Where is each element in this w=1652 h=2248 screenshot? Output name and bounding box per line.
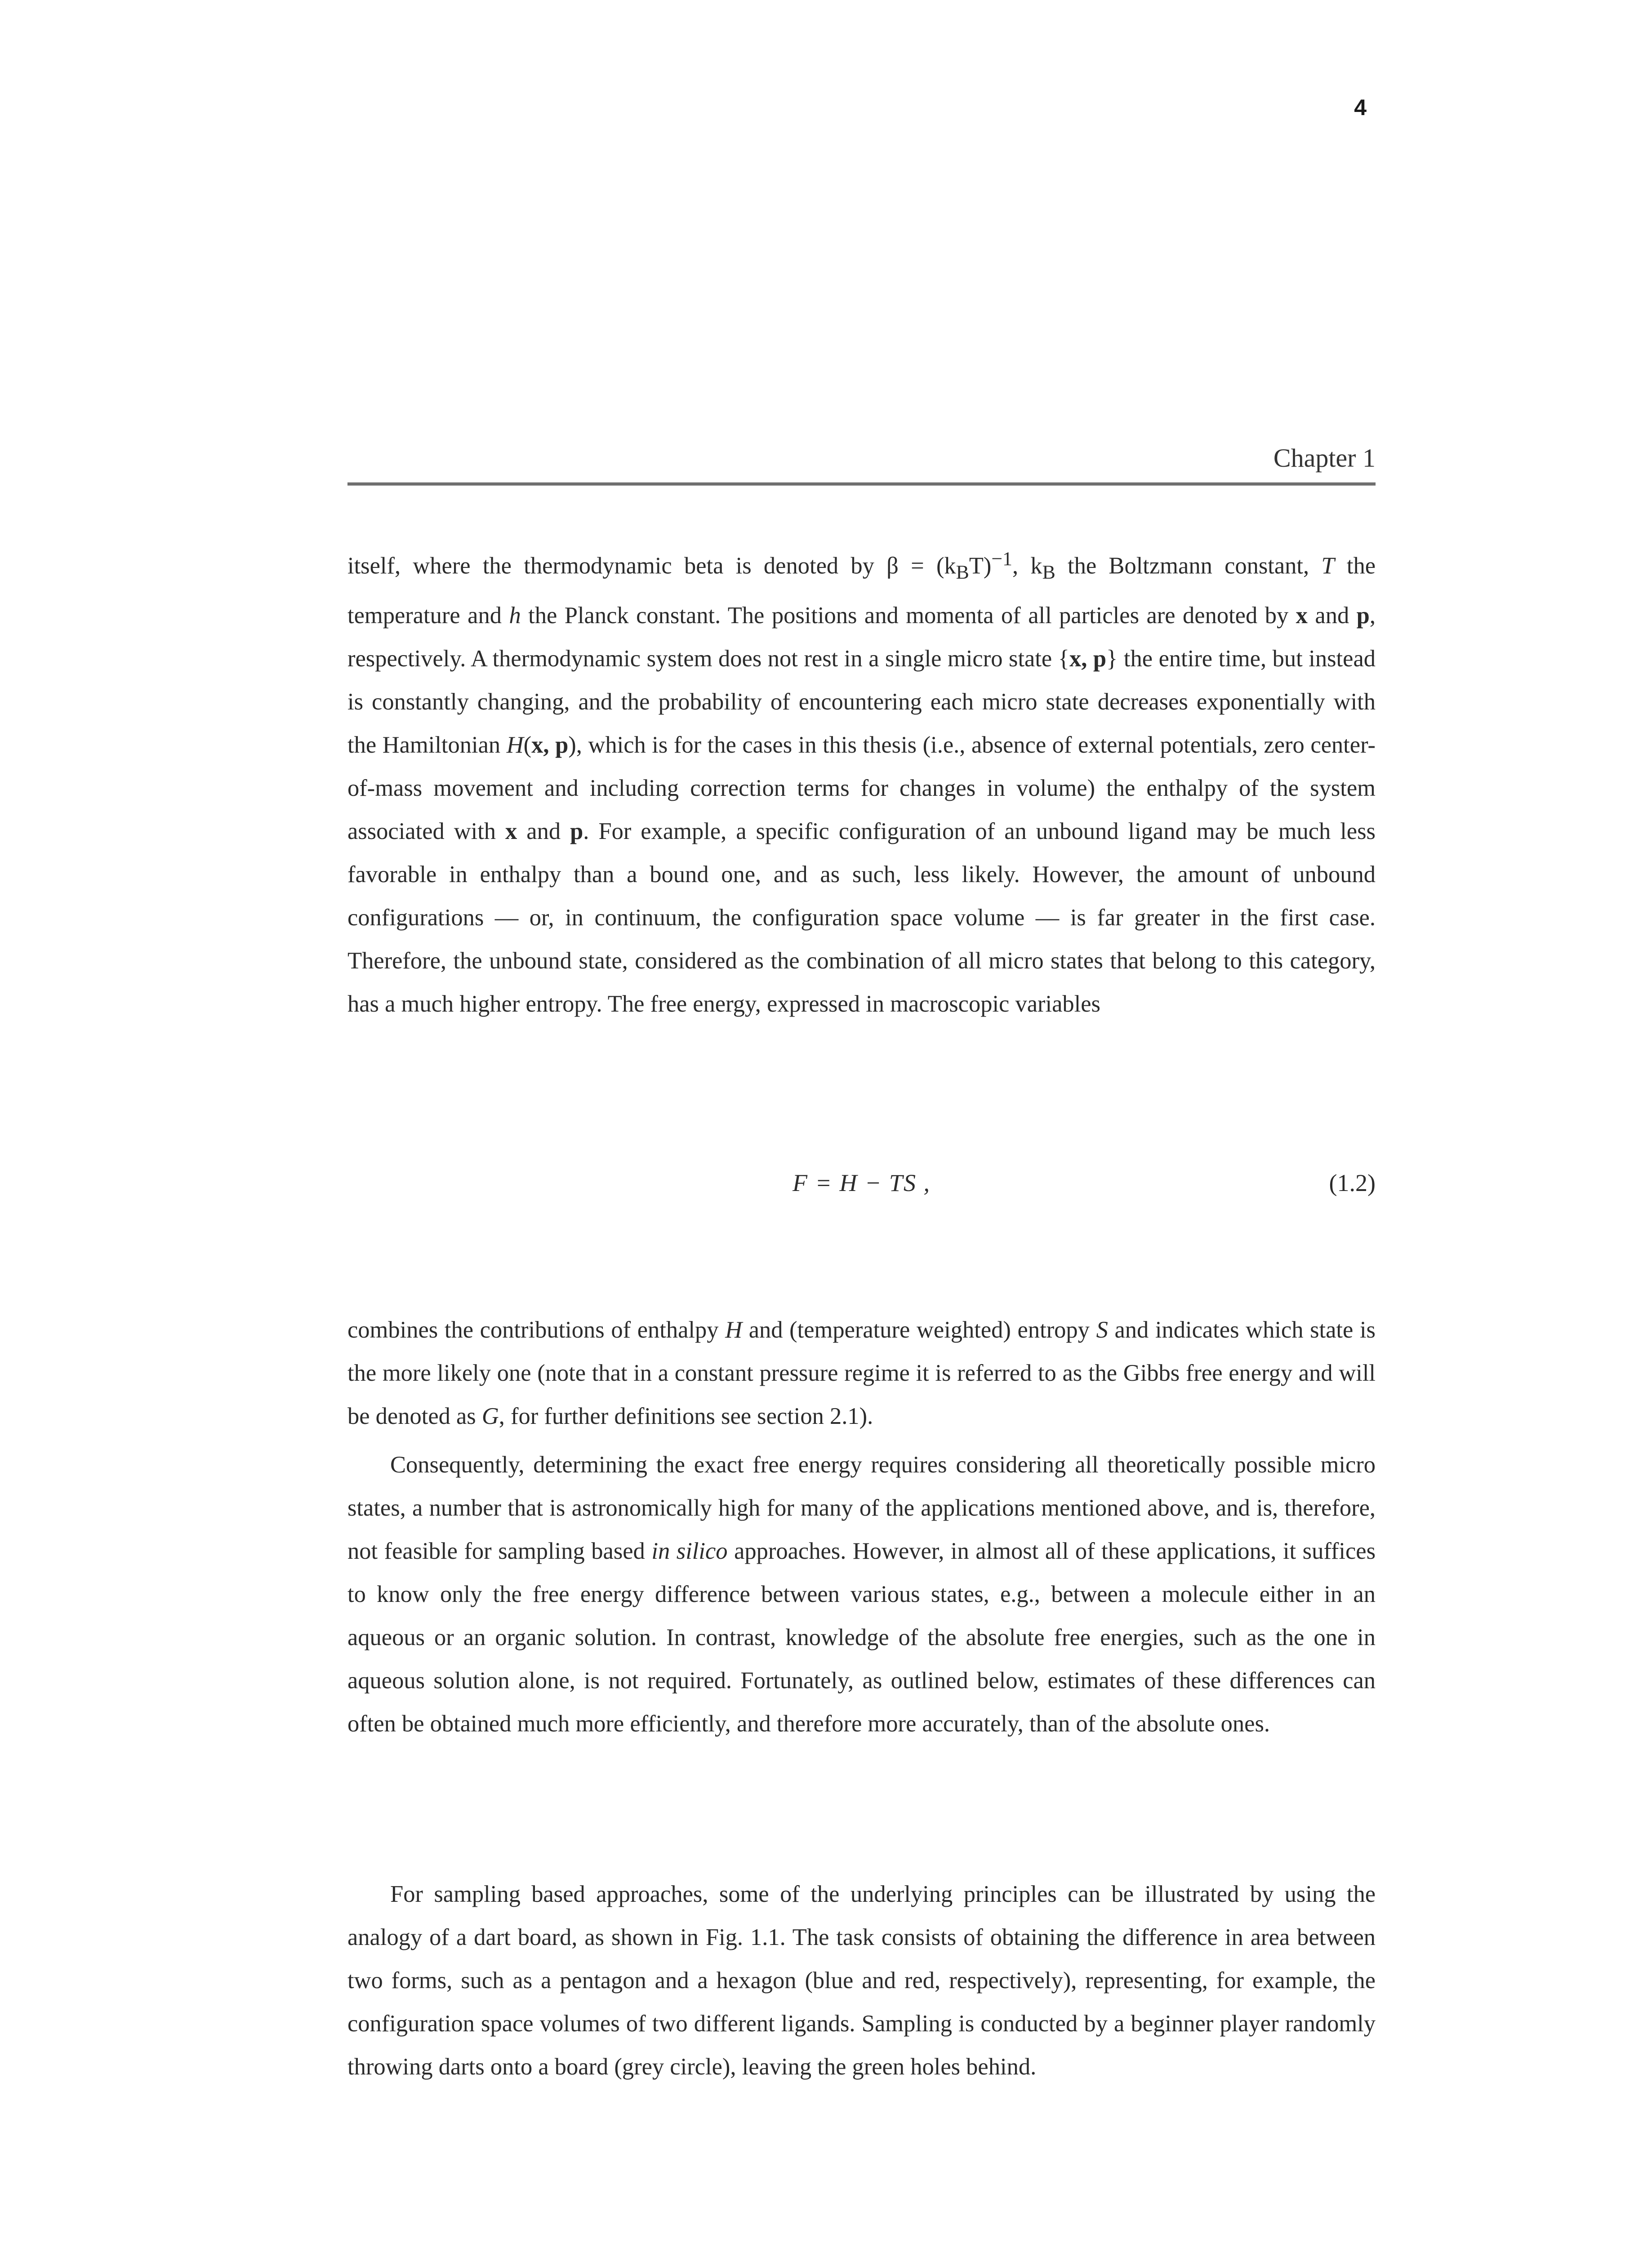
header-rule: [347, 482, 1376, 486]
equation-number: (1.2): [1329, 1169, 1376, 1196]
paragraph-2: combines the contributions of enthalpy H and (temperature weighted) entropy S and indicates which state is the more likely one (note that in a constant pressure regime it is referred to as the Gibbs free energy and will be denoted as G, for further definitions see section 2.1).: [347, 1317, 1376, 1429]
page-number: 4: [1354, 95, 1367, 120]
running-head: Chapter 1: [1273, 443, 1376, 473]
paragraph-4: For sampling based approaches, some of the underlying principles can be illustrated by using the analogy of a dart board, as shown in Fig. 1.1. The task consists of obtaining the difference in area between two forms, such as a pentagon and a hexagon (blue and red, respectively), representing, for example, the configuration space volumes of two different ligands. Sampling is conducted by a beginner player randomly throwing darts onto a board (grey circle), leaving the green holes behind.: [347, 1881, 1376, 2080]
paragraph-3: Consequently, determining the exact free energy requires considering all theoretically possible micro states, a number that is astronomically high for many of the applications mentioned above, and is, therefore, not feasible for sampling based in silico approaches. However, in almost all of these applications, it suffices to know only the free energy difference between various states, e.g., between a molecule either in an aqueous or an organic solution. In contrast, knowledge of the absolute free energies, such as the one in aqueous solution alone, is not required. Fortunately, as outlined below, estimates of these differences can often be obtained much more efficiently, and therefore more accurately, than of the absolute ones.: [347, 1452, 1376, 1737]
paragraph-1: itself, where the thermodynamic beta is denoted by $\beta = (k_BT)^{-1}$, $k_B$ the Boltzmann constant, T the temperature and h the Planck constant. The positions and momenta of all particles are denoted by x and p, respectively. A thermodynamic system does not rest in a single micro state {x, p} the entire time, but instead is constantly changing, and the probability of encountering each micro state decreases exponentially with the Hamiltonian H(x, p), which is for the cases in this thesis (i.e., absence of external potentials, zero center-of-mass movement and including correction terms for changes in volume) the enthalpy of the system associated with x and p. For example, a specific configuration of an unbound ligand may be much less favorable in enthalpy than a bound one, and as such, less likely. However, the amount of unbound configurations — or, in continuum, the configuration space volume — is far greater in the first case. Therefore, the unbound state, considered as the combination of all micro states that belong to this category, has a much higher entropy. The free energy, expressed in macroscopic variables: [347, 548, 1376, 1017]
equation-formula: F = H − TS ,: [793, 1169, 931, 1196]
equation-1-2: [347, 1169, 1376, 1214]
